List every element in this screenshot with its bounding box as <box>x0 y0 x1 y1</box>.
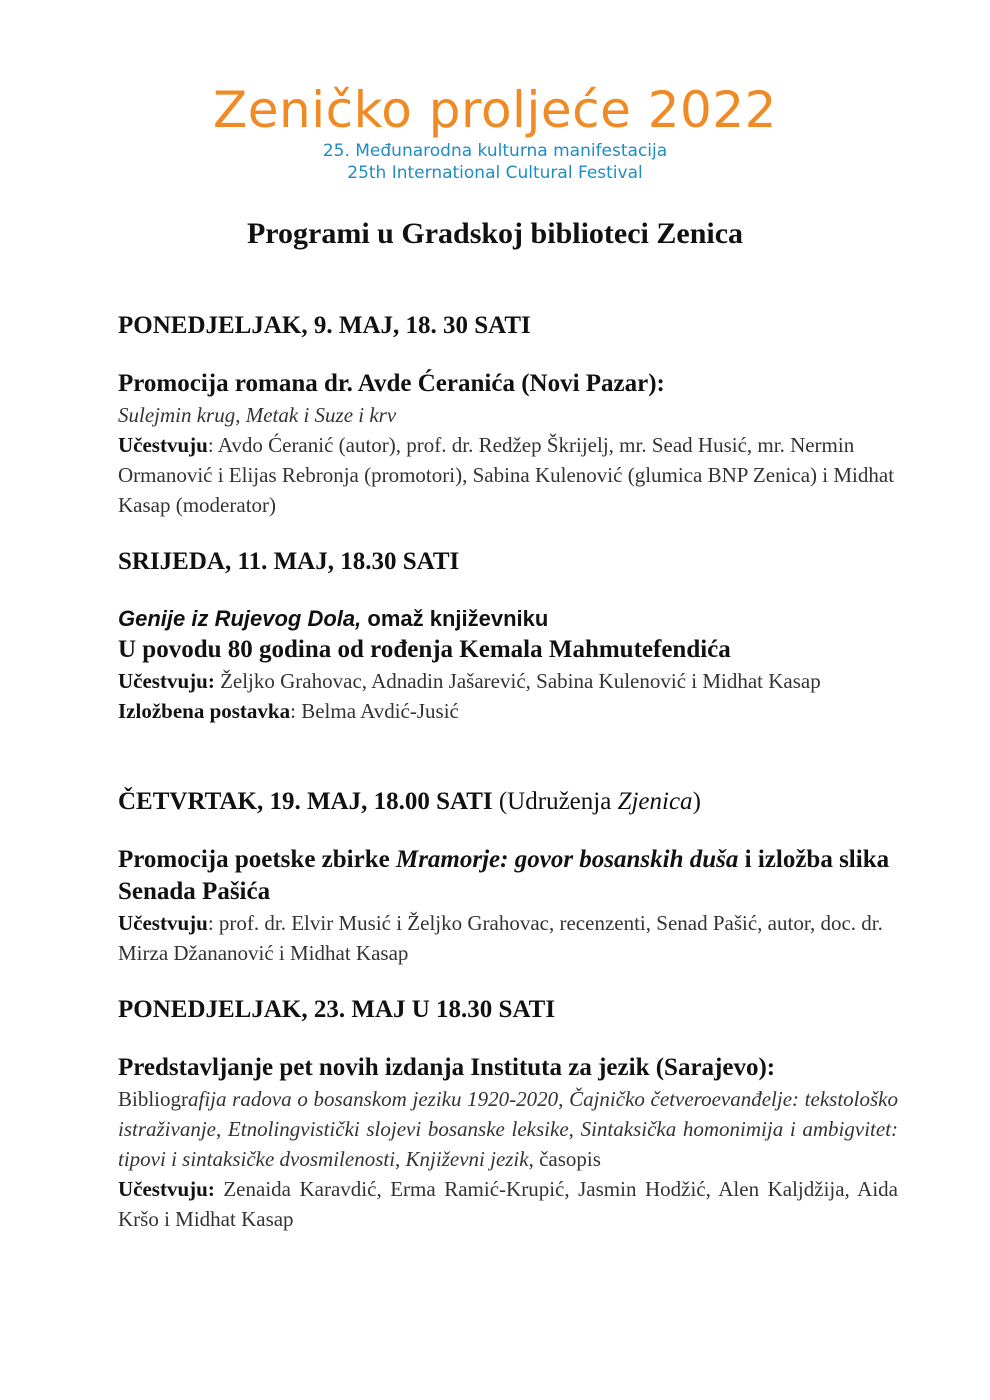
participants-list: : prof. dr. Elvir Musić i Željko Grahovac, recenzenti, Senad Pašić, autor, doc. dr. Mirza Džananović i Midhat Kasap <box>118 911 883 965</box>
exhibit-author: : Belma Avdić-Jusić <box>290 699 459 723</box>
event-participants <box>118 908 898 968</box>
event-works <box>118 400 898 430</box>
festival-logo <box>0 80 990 184</box>
event-headline: Promocija romana dr. Avde Ćeranića (Novi Pazar): <box>118 370 665 397</box>
pub5-suffix: , časopis <box>528 1147 601 1171</box>
participants-list: : Avdo Ćeranić (autor), prof. dr. Redžep Škrijelj, mr. Sead Husić, mr. Nermin Ormanović i Elijas Rebronja (promotori), Sabina Kulenović (glumica BNP Zenica) i Midhat Kasap (moderator) <box>118 433 895 517</box>
event-3 <box>118 786 898 968</box>
event-date <box>118 786 898 818</box>
event-4 <box>118 994 898 1234</box>
participants-list: Željko Grahovac, Adnadin Jašarević, Sabina Kulenović i Midhat Kasap <box>214 669 821 693</box>
participants-label: Učestvuju: <box>118 1177 215 1201</box>
headline-italic: Genije iz Rujevog Dola, <box>118 606 362 631</box>
page-title: Programi u Gradskoj biblioteci Zenica <box>246 217 744 250</box>
org-prefix: (Udruženja <box>492 788 618 815</box>
participants-label: Učestvuju <box>118 433 208 457</box>
pub2: Čajničko četveroevanđelje: tekstološko istraživanje <box>118 1087 898 1141</box>
participants-label: Učestvuju: <box>118 669 215 693</box>
pub1-a: Bibliogr <box>118 1087 189 1111</box>
festival-subtitle-bs: 25. Međunarodna kulturna manifestacija <box>322 141 668 161</box>
headline-rest: omaž književniku <box>361 606 549 631</box>
date-text: ČETVRTAK, 19. MAJ, 18.00 SATI <box>118 788 493 815</box>
event-date: SRIJEDA, 11. MAJ, 18.30 SATI <box>118 548 460 575</box>
separator: , <box>558 1087 570 1111</box>
separator: , <box>216 1117 228 1141</box>
pub4: Sintaksička homonimija i ambigvitet: tipovi i sintaksičke dvosmilenosti <box>118 1117 899 1171</box>
event-participants <box>118 666 898 696</box>
headline-italic: Mramorje: govor bosanskih duša <box>395 846 739 873</box>
festival-title: Zeničko proljeće 2022 <box>213 81 777 139</box>
works-titles: Sulejmin krug, Metak i Suze i krv <box>118 403 397 427</box>
headline-prefix: Promocija poetske zbirke <box>118 846 396 873</box>
separator: , <box>395 1147 406 1171</box>
event-date: PONEDJELJAK, 23. MAJ U 18.30 SATI <box>118 996 556 1023</box>
separator: , <box>568 1117 581 1141</box>
headline-suffix: i izložba slika Senada Pašića <box>118 846 890 905</box>
exhibit-label: Izložbena postavka <box>118 699 291 723</box>
event-2 <box>118 546 898 726</box>
event-participants <box>118 1174 898 1234</box>
participants-label: Učestvuju <box>118 911 208 935</box>
event-subheadline: U povodu 80 godina od rođenja Kemala Mahmutefendića <box>118 636 731 663</box>
event-date: PONEDJELJAK, 9. MAJ, 18. 30 SATI <box>118 312 531 339</box>
pub3: Etnolingvistički slojevi bosanske leksike <box>227 1117 569 1141</box>
pub1-b: afija radova o bosanskom jeziku 1920-2020 <box>188 1087 559 1111</box>
org-suffix: ) <box>692 788 701 815</box>
event-headline <box>118 604 898 634</box>
event-publications <box>118 1084 898 1174</box>
pub5: Književni jezik <box>405 1147 529 1171</box>
event-headline <box>118 844 898 908</box>
event-exhibit <box>118 696 898 726</box>
event-participants <box>118 430 898 520</box>
event-headline: Predstavljanje pet novih izdanja Instituta za jezik (Sarajevo): <box>118 1054 776 1081</box>
participants-list: Zenaida Karavdić, Erma Ramić-Krupić, Jasmin Hodžić, Alen Kaljdžija, Aida Kršo i Midhat Kasap <box>118 1177 898 1231</box>
event-1 <box>118 310 898 520</box>
festival-subtitle-en: 25th International Cultural Festival <box>347 163 643 183</box>
org-name: Zjenica <box>617 788 693 815</box>
